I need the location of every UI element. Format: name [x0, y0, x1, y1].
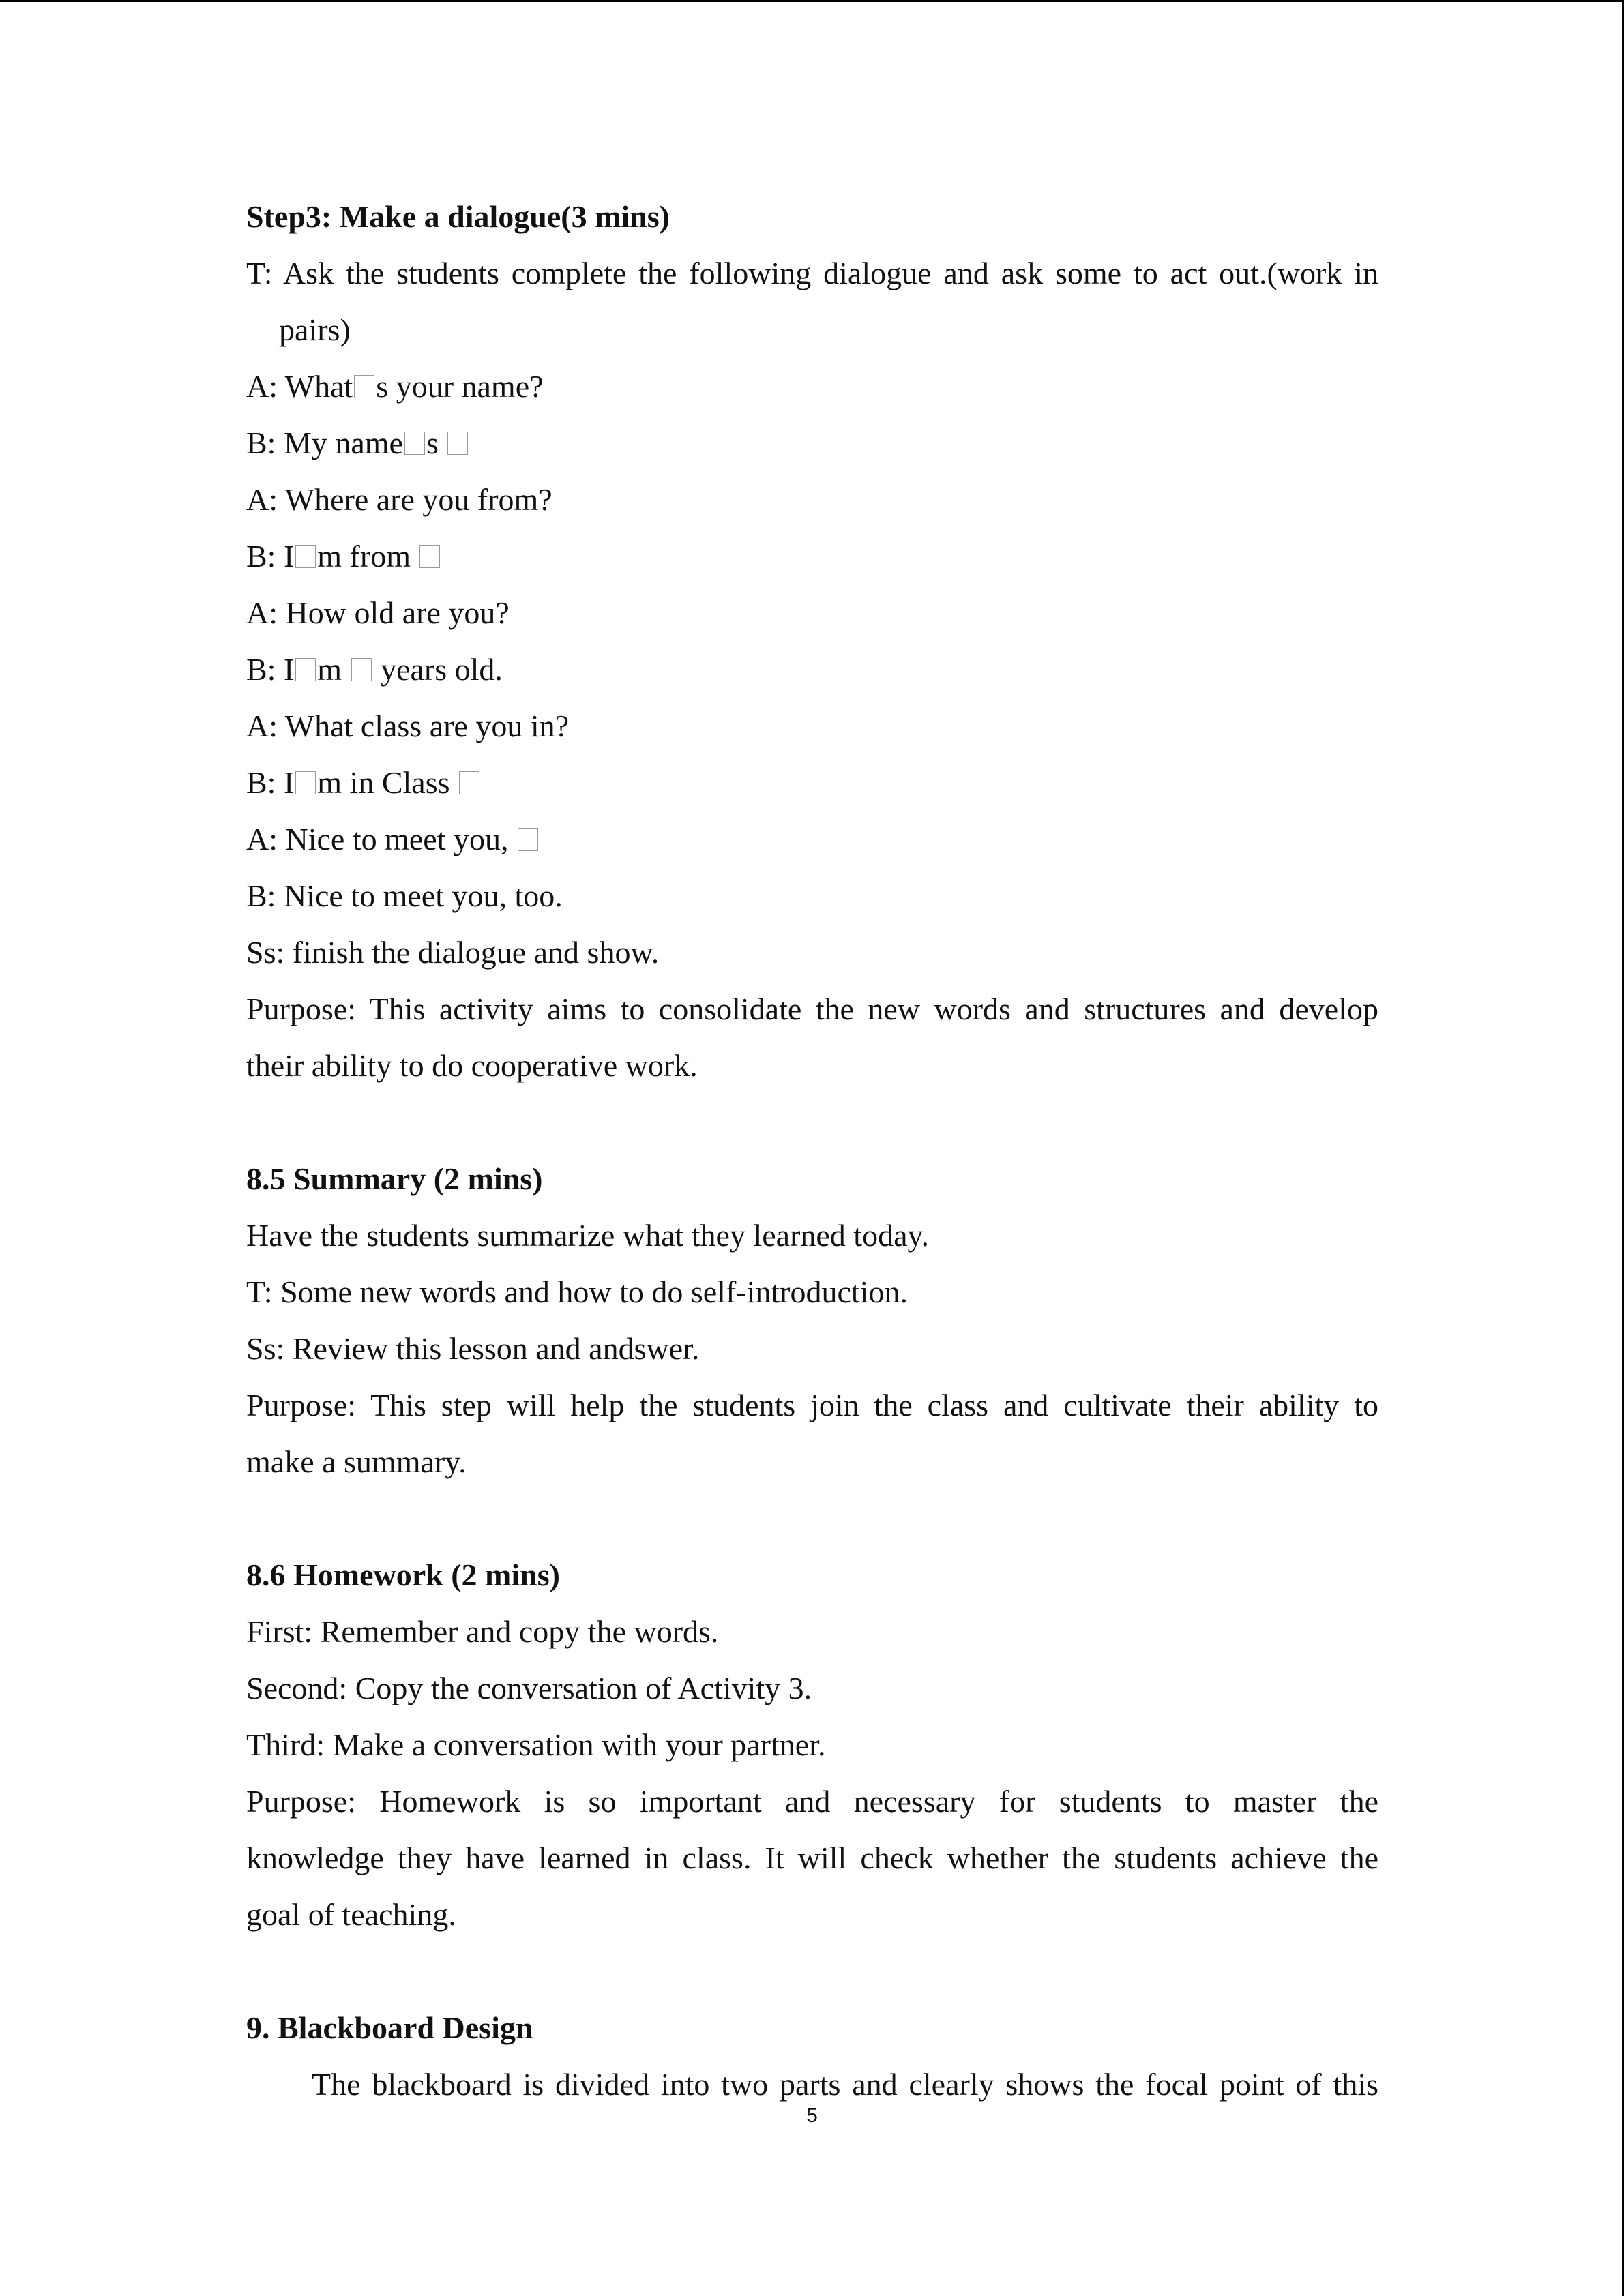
summary-purpose-line-2: make a summary.: [246, 1444, 467, 1479]
homework-purpose-line-1: Purpose: Homework is so important and necessary for students to master the: [246, 1784, 1378, 1819]
page-number: 5: [806, 2104, 818, 2127]
blank-box: [447, 432, 468, 455]
dialogue-text: B: I: [246, 765, 295, 800]
dialogue-line: A: How old are you?: [246, 595, 510, 630]
spacer: [246, 1943, 1378, 1999]
dialogue-text: A: What: [246, 369, 353, 404]
missing-glyph-box: [295, 658, 316, 681]
blank-box: [518, 828, 538, 851]
dialogue-line: [246, 811, 1378, 867]
homework-line: Second: Copy the conversation of Activity 3.: [246, 1671, 812, 1705]
dialogue-line: A: Where are you from?: [246, 482, 552, 517]
dialogue-text: years old.: [381, 652, 503, 687]
summary-line: Have the students summarize what they learned today.: [246, 1218, 930, 1253]
homework-line: First: Remember and copy the words.: [246, 1614, 719, 1649]
spacer: [246, 1094, 1378, 1150]
missing-glyph-box: [295, 545, 316, 568]
dialogue-text: s your name?: [376, 369, 544, 404]
dialogue-line: [246, 528, 1378, 584]
homework-line: Third: Make a conversation with your partner.: [246, 1727, 826, 1762]
dialogue-text: m in Class: [317, 765, 450, 800]
blank-box: [419, 545, 440, 568]
step3-instruction-line-1: T: Ask the students complete the following dialogue and ask some to act out.(work in: [246, 256, 1378, 290]
dialogue-line: [246, 415, 1378, 471]
blackboard-line-1: The blackboard is divided into two parts and clearly shows the focal point of this: [312, 2067, 1378, 2102]
step3-heading: Step3: Make a dialogue(3 mins): [246, 199, 670, 234]
dialogue-text: m from: [317, 539, 411, 573]
dialogue-text: B: My name: [246, 426, 403, 460]
dialogue-text: m: [317, 652, 342, 687]
missing-glyph-box: [295, 771, 316, 794]
dialogue-line: B: Nice to meet you, too.: [246, 878, 563, 913]
homework-heading: 8.6 Homework (2 mins): [246, 1557, 560, 1592]
summary-line: Ss: Review this lesson and andswer.: [246, 1331, 700, 1366]
step3-purpose-line-1: Purpose: This activity aims to consolidate the new words and structures and develop: [246, 992, 1378, 1026]
homework-purpose-line-2: knowledge they have learned in class. It will check whether the students achieve the: [246, 1840, 1378, 1875]
dialogue-line: [246, 754, 1378, 811]
dialogue-line: A: What class are you in?: [246, 709, 570, 743]
dialogue-text: B: I: [246, 539, 295, 573]
spacer: [246, 1490, 1378, 1547]
dialogue-text: B: I: [246, 652, 295, 687]
summary-purpose-line-1: Purpose: This step will help the students join the class and cultivate their ability to: [246, 1388, 1378, 1422]
step3-instruction-line-2: pairs): [279, 312, 351, 347]
blank-box: [351, 658, 372, 681]
missing-glyph-box: [354, 375, 374, 398]
dialogue-text: A: Nice to meet you,: [246, 822, 509, 856]
step3-students-line: Ss: finish the dialogue and show.: [246, 935, 660, 970]
summary-heading: 8.5 Summary (2 mins): [246, 1161, 543, 1196]
homework-purpose-line-3: goal of teaching.: [246, 1897, 456, 1932]
step3-purpose-line-2: their ability to do cooperative work.: [246, 1048, 698, 1083]
dialogue-line: [246, 358, 1378, 415]
blackboard-heading: 9. Blackboard Design: [246, 2010, 533, 2045]
blank-box: [459, 771, 479, 794]
summary-line: T: Some new words and how to do self-introduction.: [246, 1274, 908, 1309]
dialogue-line: [246, 641, 1378, 698]
document-body: [246, 188, 1378, 2113]
missing-glyph-box: [404, 432, 425, 455]
dialogue-text: s: [426, 426, 439, 460]
